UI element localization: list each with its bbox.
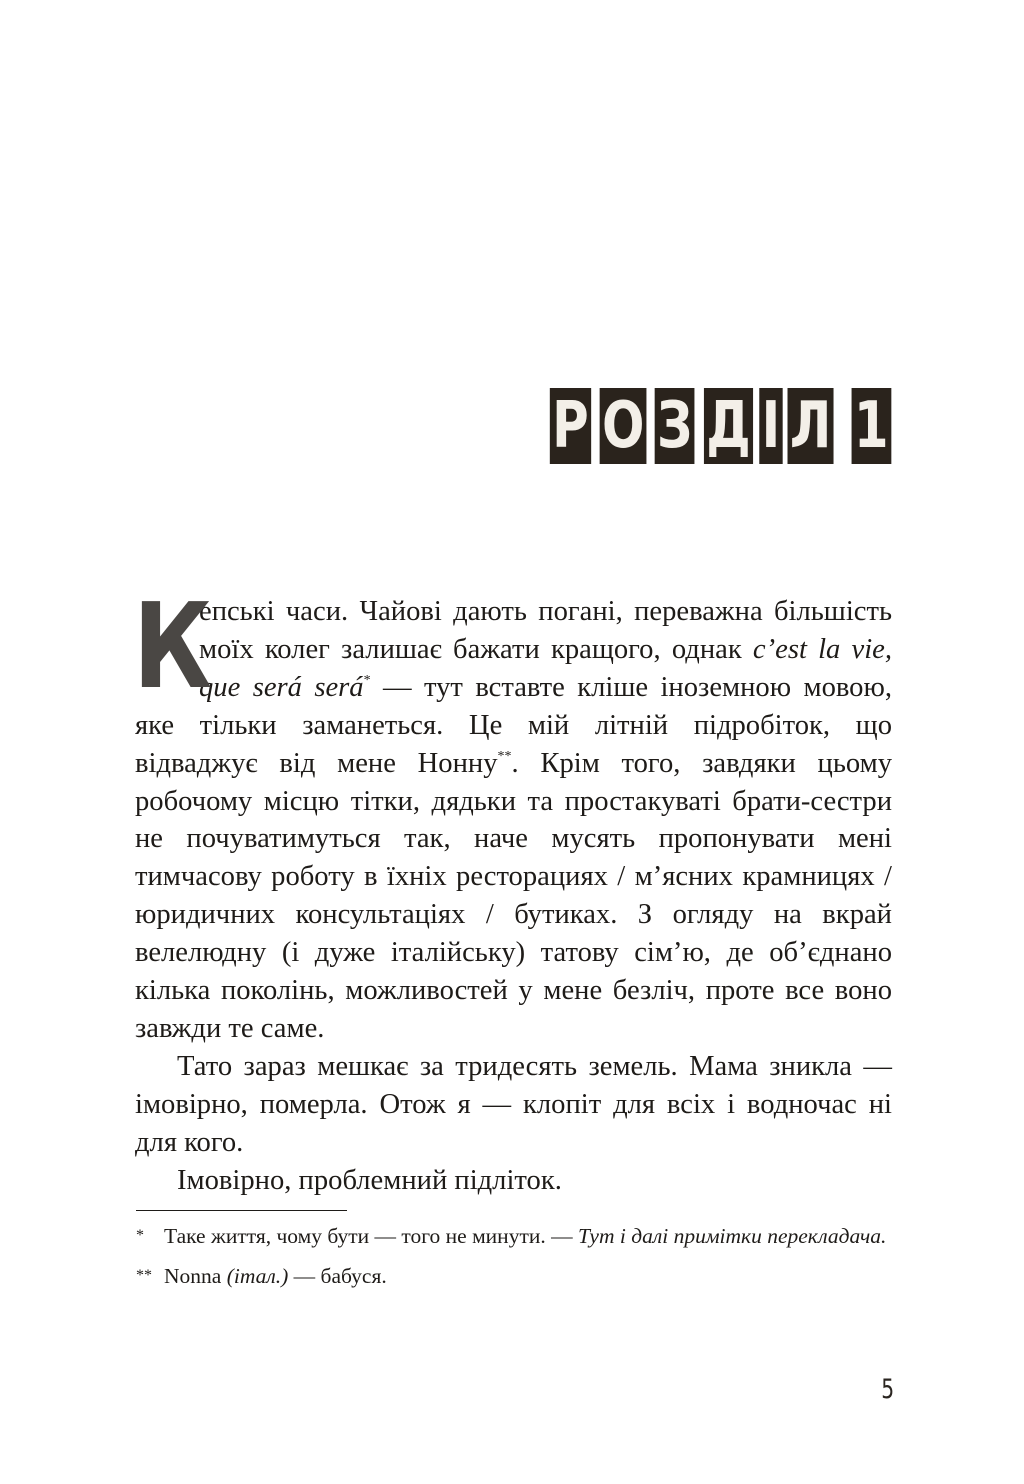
footnote-2 [136, 1261, 892, 1291]
footnote-italic: Тут і далі примітки перекладача. [577, 1224, 887, 1248]
chapter-heading [549, 388, 892, 464]
chapter-heading-letter: Л [788, 388, 834, 464]
drop-cap: К [133, 577, 213, 715]
paragraph-3: Імовірно, проблемний підліток. [177, 1164, 562, 1196]
page-number: 5 [881, 1374, 894, 1405]
paragraph-1-text: епські часи. Чайові дають погані, переважна більшість моїх колег залишає бажати кращого, однак [199, 596, 892, 665]
chapter-heading-letter: О [599, 388, 646, 464]
footnote-ref-2: ** [497, 748, 512, 764]
paragraph-1 [133, 577, 893, 1048]
chapter-heading-letter: Д [703, 388, 752, 464]
paragraph-2: Тато зараз мешкає за тридесять земель. Мама зникла — імовірно, померла. Отож я — клопіт для всіх і водночас ні для кого. [135, 1050, 892, 1158]
chapter-body [133, 577, 893, 1200]
paragraph-1-italic-phrase: c’est la vie, que será será [199, 633, 892, 703]
footnote-1 [136, 1221, 892, 1251]
footnote-mark: * [136, 1227, 144, 1244]
footnote-mark: ** [136, 1267, 152, 1284]
footnote-text: Nonna [164, 1264, 227, 1288]
chapter-heading-gap [841, 388, 845, 464]
paragraph-1-text-cont: — тут вставте кліше іноземною мовою, яке тільки заманеться. Це мій літній підробіток, що відваджує від мене Нонну [135, 671, 892, 779]
chapter-heading-letter: Р [550, 388, 591, 464]
footnote-divider [136, 1210, 347, 1211]
chapter-number: 1 [852, 388, 891, 464]
chapter-heading-letter: З [655, 388, 695, 464]
footnote-text-end: — бабуся. [288, 1264, 387, 1288]
footnotes [136, 1221, 892, 1301]
paragraph-1-text-end: . Крім того, завдяки цьому робочому місцю тітки, дядьки та простакуваті брати-сестри не почуватимуться так, наче мусять пропонувати мені тимчасову роботу в їхніх ресторациях / м’ясних крамницях / юридичних консультаціях / бутиках. З огляду на вкрай велелюдну (і дуже італійську) татову сім’ю, де об’єднано кілька поколінь, можливостей у мене безліч, проте все воно завжди те саме. [135, 747, 893, 1044]
footnote-ref-1: * [363, 672, 371, 688]
chapter-heading-letter: І [759, 388, 782, 464]
footnote-text: Таке життя, чому бути — того не минути. — [164, 1224, 578, 1248]
footnote-italic: (італ.) [226, 1264, 289, 1288]
